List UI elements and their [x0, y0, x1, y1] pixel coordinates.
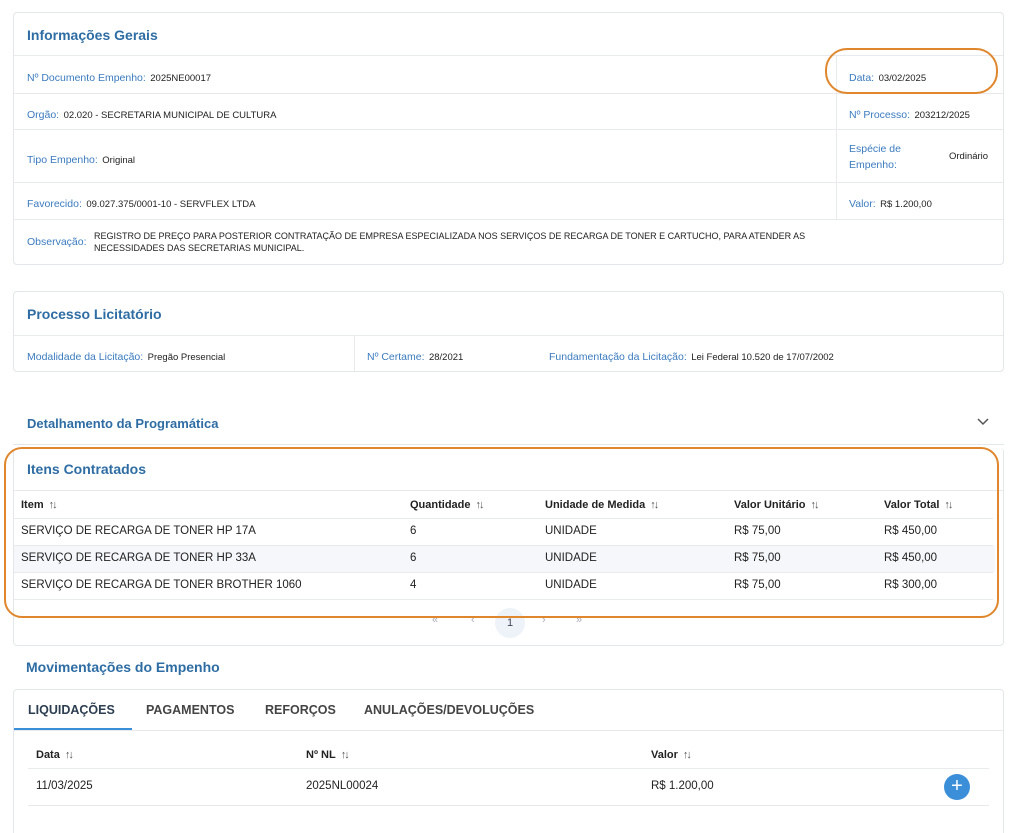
divider	[28, 805, 989, 806]
pager-next-button[interactable]: ›	[542, 614, 546, 626]
cell-unidade: UNIDADE	[545, 525, 597, 537]
cell-data: 11/03/2025	[36, 780, 93, 792]
movimentacoes-card	[13, 689, 1004, 833]
col-label: Nº NL	[306, 749, 336, 761]
programatica-title: Detalhamento da Programática	[27, 416, 219, 431]
favorecido-value: 09.027.375/0001-10 - SERVFLEX LTDA	[86, 199, 256, 210]
tab-pagamentos[interactable]: PAGAMENTOS	[146, 703, 235, 717]
cell-valor-unitario: R$ 75,00	[734, 525, 781, 537]
cell-item: SERVIÇO DE RECARGA DE TONER BROTHER 1060	[21, 579, 302, 591]
col-data[interactable]	[36, 749, 72, 761]
col-label: Item	[21, 499, 44, 511]
fund-label: Fundamentação da Licitação:	[549, 351, 687, 363]
favorecido-label: Favorecido:	[27, 198, 82, 210]
col-label: Valor Total	[884, 499, 940, 511]
add-icon[interactable]: +	[944, 774, 970, 800]
tab-reforcos[interactable]: REFORÇOS	[265, 703, 336, 717]
pager-page-button[interactable]: 1	[495, 608, 525, 638]
data-highlight	[825, 48, 998, 94]
orgao-value: 02.020 - SECRETARIA MUNICIPAL DE CULTURA	[63, 110, 277, 121]
sort-icon[interactable]: ↑↓	[810, 499, 818, 511]
processo-label: Nº Processo:	[849, 109, 911, 121]
especie-value: Ordinário	[949, 151, 989, 162]
tipo-label: Tipo Empenho:	[27, 154, 98, 166]
sort-icon[interactable]: ↑↓	[944, 499, 952, 511]
processo-field	[849, 105, 970, 123]
obs-label: Observação:	[27, 236, 87, 248]
col-label: Quantidade	[410, 499, 471, 511]
cell-valor-unitario: R$ 75,00	[734, 552, 781, 564]
divider	[354, 335, 355, 372]
certame-field	[367, 347, 463, 365]
orgao-field	[27, 105, 277, 123]
processo-card	[13, 291, 1004, 372]
col-label: Valor Unitário	[734, 499, 806, 511]
movimentacoes-title: Movimentações do Empenho	[26, 659, 220, 675]
cell-unidade: UNIDADE	[545, 552, 597, 564]
cell-valor: R$ 1.200,00	[651, 780, 714, 792]
valor-label: Valor:	[849, 198, 876, 210]
itens-title: Itens Contratados	[27, 461, 147, 477]
cell-unidade: UNIDADE	[545, 579, 597, 591]
sort-icon[interactable]: ↑↓	[340, 749, 348, 761]
valor-value: R$ 1.200,00	[880, 199, 932, 210]
sort-icon[interactable]: ↑↓	[682, 749, 690, 761]
orgao-label: Orgão:	[27, 109, 60, 121]
col-valor[interactable]	[651, 749, 690, 761]
cell-valor-total: R$ 450,00	[884, 552, 938, 564]
tipo-value: Original	[102, 155, 136, 166]
sort-icon[interactable]: ↑↓	[64, 749, 72, 761]
cell-valor-unitario: R$ 75,00	[734, 579, 781, 591]
pager-prev-button[interactable]: ‹	[471, 614, 475, 626]
modalidade-field	[27, 347, 225, 365]
sort-icon[interactable]: ↑↓	[650, 499, 658, 511]
chevron-down-icon[interactable]	[976, 414, 990, 433]
doc-value: 2025NE00017	[150, 73, 212, 84]
col-label: Unidade de Medida	[545, 499, 646, 511]
divider	[14, 335, 1003, 336]
divider	[14, 730, 1003, 731]
pager-first-button[interactable]: «	[432, 614, 439, 626]
pager-last-button[interactable]: »	[576, 614, 583, 626]
fund-field	[549, 347, 834, 365]
cell-item: SERVIÇO DE RECARGA DE TONER HP 17A	[21, 525, 256, 537]
certame-value: 28/2021	[428, 352, 464, 363]
divider	[14, 182, 1003, 183]
doc-label: Nº Documento Empenho:	[27, 72, 146, 84]
tab-anulacoes[interactable]: ANULAÇÕES/DEVOLUÇÕES	[364, 703, 535, 717]
col-label: Valor	[651, 749, 678, 761]
processo-value: 203212/2025	[914, 110, 970, 121]
tab-liquidacoes[interactable]: LIQUIDAÇÕES	[28, 703, 115, 717]
cell-valor-total: R$ 300,00	[884, 579, 938, 591]
divider	[14, 219, 1003, 220]
data-value: 03/02/2025	[878, 73, 927, 84]
fund-value: Lei Federal 10.520 de 17/07/2002	[691, 352, 834, 363]
info-title: Informações Gerais	[27, 27, 158, 43]
doc-field	[27, 68, 211, 86]
valor-field	[849, 194, 932, 212]
tipo-field	[27, 150, 135, 168]
table-row[interactable]	[28, 769, 990, 805]
modalidade-label: Modalidade da Licitação:	[27, 351, 144, 363]
programatica-header[interactable]	[13, 405, 1004, 445]
divider	[14, 129, 1003, 130]
obs-line: REGISTRO DE PREÇO PARA POSTERIOR CONTRATAÇÃO DE EMPRESA ESPECIALIZADA NOS SERVIÇOS DE RECARGA DE TONER E CARTUCHO, PARA ATENDER AS	[94, 231, 806, 241]
itens-highlight	[4, 447, 999, 618]
cell-quantidade: 6	[410, 552, 417, 564]
especie-label	[849, 141, 901, 173]
cell-item: SERVIÇO DE RECARGA DE TONER HP 33A	[21, 552, 256, 564]
col-label: Data	[36, 749, 60, 761]
processo-title: Processo Licitatório	[27, 306, 162, 322]
obs-line: NECESSIDADES DAS SECRETARIAS MUNICIPAL.	[94, 243, 305, 253]
especie-label-line: Empenho:	[849, 159, 897, 171]
especie-label-line: Espécie de	[849, 143, 901, 155]
cell-nl: 2025NL00024	[306, 780, 379, 792]
favorecido-field	[27, 194, 255, 212]
data-label: Data:	[849, 72, 875, 84]
sort-icon[interactable]: ↑↓	[48, 499, 56, 511]
modalidade-value: Pregão Presencial	[147, 352, 226, 363]
obs-value	[94, 230, 805, 254]
cell-quantidade: 4	[410, 579, 417, 591]
cell-valor-total: R$ 450,00	[884, 525, 938, 537]
certame-label: Nº Certame:	[367, 351, 425, 363]
col-nl[interactable]	[306, 749, 348, 761]
cell-quantidade: 6	[410, 525, 417, 537]
sort-icon[interactable]: ↑↓	[475, 499, 483, 511]
